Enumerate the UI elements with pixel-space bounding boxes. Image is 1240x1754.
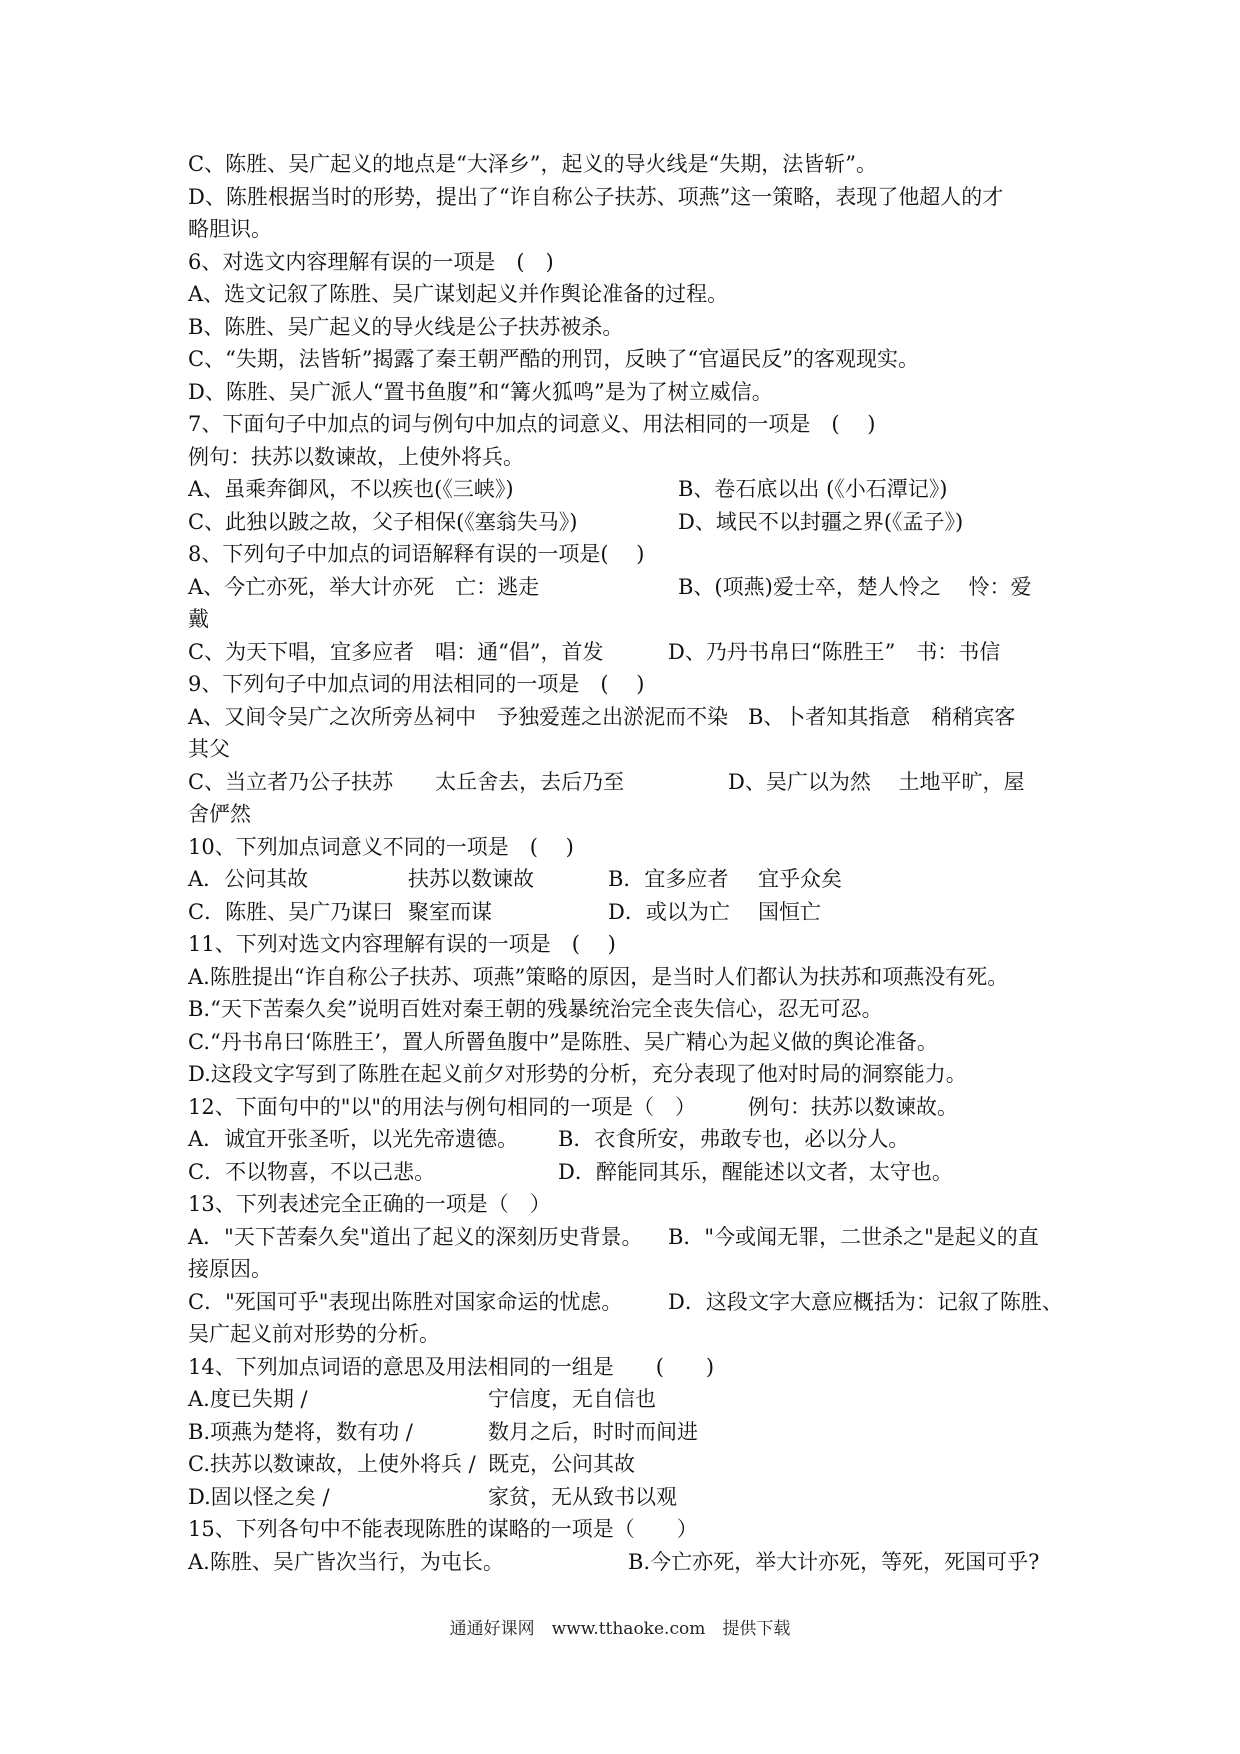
option-continuation: 舍俨然 bbox=[188, 802, 251, 826]
question-12-stem bbox=[188, 1091, 1068, 1124]
option-c: C．不以物喜，不以己悲。 bbox=[188, 1159, 436, 1184]
option-a-pair: 宁信度，无自信也 bbox=[488, 1387, 656, 1411]
option-b-pair: 数月之后，时时而间进 bbox=[488, 1419, 698, 1444]
option-row bbox=[188, 1383, 1068, 1416]
option-c: C、为天下唱，宜多应者 唱：通“倡”，首发 bbox=[188, 639, 604, 664]
option-row bbox=[188, 1221, 1068, 1254]
option-d: D.固以怪之矣 / bbox=[188, 1484, 330, 1509]
option-c: C．陈胜、吴广乃谋曰 bbox=[188, 899, 394, 924]
example-sentence: 例句：扶苏以数谏故。 bbox=[748, 1094, 958, 1119]
text-line: 略胆识。 bbox=[188, 217, 272, 241]
option-a: A、又间令吴广之次所旁丛祠中 予独爱莲之出淤泥而不染 bbox=[188, 704, 729, 729]
question-9-stem: 9、下列句子中加点词的用法相同的一项是 ( ) bbox=[188, 672, 645, 696]
option-row bbox=[188, 863, 1068, 896]
option-row bbox=[188, 506, 1068, 539]
example-sentence: 例句：扶苏以数谏故，上使外将兵。 bbox=[188, 444, 524, 469]
option-continuation: 其父 bbox=[188, 737, 230, 761]
option-b: B、(项燕)爱士卒，楚人怜之 怜：爱 bbox=[678, 574, 1032, 599]
option-d: D．这段文字大意应概括为：记叙了陈胜、 bbox=[668, 1289, 1063, 1314]
question-14-stem: 14、下列加点词语的意思及用法相同的一组是 ( ) bbox=[188, 1354, 715, 1379]
option-a: A.陈胜、吴广皆次当行，为屯长。 bbox=[188, 1549, 504, 1574]
option-line: A.陈胜提出“诈自称公子扶苏、项燕”策略的原因，是当时人们都认为扶苏和项燕没有死。 bbox=[188, 964, 1009, 989]
option-a-pair: 扶苏以数谏故 bbox=[408, 867, 534, 891]
option-a: A．诚宜开张圣听，以光先帝遗德。 bbox=[188, 1127, 519, 1151]
option-c: C．"死国可乎"表现出陈胜对国家命运的忧虑。 bbox=[188, 1289, 623, 1314]
page-footer: 通通好课网 www.tthaoke.com 提供下载 bbox=[449, 1619, 791, 1639]
option-a: A、虽乘奔御风，不以疾也(《三峡》) bbox=[188, 477, 514, 501]
option-b: B.项燕为楚将，数有功 / bbox=[188, 1419, 413, 1444]
option-a: A.度已失期 / bbox=[188, 1387, 308, 1411]
option-c-pair: 聚室而谋 bbox=[408, 899, 492, 924]
option-continuation: 吴广起义前对形势的分析。 bbox=[188, 1322, 440, 1346]
option-row bbox=[188, 1156, 1068, 1189]
option-line: C、“失期，法皆斩”揭露了秦王朝严酷的刑罚，反映了“官逼民反”的客观现实。 bbox=[188, 347, 920, 371]
question-12-text: 12、下面句中的"以"的用法与例句相同的一项是（ ） bbox=[188, 1094, 697, 1119]
option-d: D、吴广以为然 土地平旷，屋 bbox=[728, 769, 1025, 794]
question-13-stem: 13、下列表述完全正确的一项是（ ） bbox=[188, 1192, 551, 1216]
text-line: D、陈胜根据当时的形势，提出了“诈自称公子扶苏、项燕”这一策略，表现了他超人的才 bbox=[188, 184, 1004, 209]
option-row bbox=[188, 473, 1068, 506]
option-row bbox=[188, 701, 1068, 734]
option-a: A．"天下苦秦久矣"道出了起义的深刻历史背景。 bbox=[188, 1224, 643, 1249]
option-a: A．公问其故 bbox=[188, 867, 309, 891]
option-b: B、卜者知其指意 稍稍宾客 bbox=[748, 704, 1016, 729]
option-line: C.“丹书帛曰‘陈胜王’，置人所罾鱼腹中”是陈胜、吴广精心为起义做的舆论准备。 bbox=[188, 1029, 938, 1054]
option-line: A、选文记叙了陈胜、吴广谋划起义并作舆论准备的过程。 bbox=[188, 282, 729, 306]
option-b: B.今亡亦死，举大计亦死，等死，死国可乎? bbox=[628, 1549, 1040, 1574]
question-7-stem: 7、下面句子中加点的词与例句中加点的词意义、用法相同的一项是 ( ) bbox=[188, 412, 876, 436]
option-line: B.“天下苦秦久矣”说明百姓对秦王朝的残暴统治完全丧失信心，忍无可忍。 bbox=[188, 997, 883, 1021]
option-c: C、此独以跛之故，父子相保(《塞翁失马》) bbox=[188, 509, 578, 534]
option-c: C、当立者乃公子扶苏 太丘舍去，去后乃至 bbox=[188, 769, 625, 794]
option-d-pair: 国恒亡 bbox=[758, 899, 821, 924]
option-b: B．"今或闻无罪，二世杀之"是起义的直 bbox=[668, 1224, 1039, 1249]
option-line: D、陈胜、吴广派人“置书鱼腹”和“篝火狐鸣”是为了树立威信。 bbox=[188, 379, 773, 404]
question-11-stem: 11、下列对选文内容理解有误的一项是 ( ) bbox=[188, 932, 616, 956]
question-6-stem: 6、对选文内容理解有误的一项是 ( ) bbox=[188, 249, 554, 274]
option-row bbox=[188, 1123, 1068, 1156]
option-row bbox=[188, 1448, 1068, 1481]
option-d-pair: 家贫，无从致书以观 bbox=[488, 1484, 677, 1509]
option-c: C.扶苏以数谏故，上使外将兵 / bbox=[188, 1452, 476, 1476]
option-b: B．衣食所安，弗敢专也，必以分人。 bbox=[558, 1127, 910, 1151]
option-b: B．宜多应者 bbox=[608, 867, 729, 891]
option-d: D、乃丹书帛曰“陈胜王” 书：书信 bbox=[668, 639, 1001, 664]
option-line: D.这段文字写到了陈胜在起义前夕对形势的分析，充分表现了他对时局的洞察能力。 bbox=[188, 1062, 967, 1086]
option-d: D．或以为亡 bbox=[608, 899, 730, 924]
text-line: C、陈胜、吴广起义的地点是“大泽乡”，起义的导火线是“失期，法皆斩”。 bbox=[188, 152, 878, 176]
option-b: B、卷石底以出 (《小石潭记》) bbox=[678, 477, 948, 501]
question-10-stem: 10、下列加点词意义不同的一项是 ( ) bbox=[188, 834, 574, 859]
option-row bbox=[188, 896, 1068, 929]
option-line: B、陈胜、吴广起义的导火线是公子扶苏被杀。 bbox=[188, 314, 624, 339]
option-row bbox=[188, 571, 1068, 604]
option-continuation: 接原因。 bbox=[188, 1257, 272, 1281]
option-row bbox=[188, 1546, 1068, 1579]
question-15-stem: 15、下列各句中不能表现陈胜的谋略的一项是（ ） bbox=[188, 1517, 698, 1541]
document-body bbox=[188, 148, 1068, 1578]
option-row bbox=[188, 1286, 1068, 1319]
option-a: A、今亡亦死，举大计亦死 亡：逃走 bbox=[188, 574, 540, 599]
option-row bbox=[188, 766, 1068, 799]
option-b-pair: 宜乎众矣 bbox=[758, 867, 842, 891]
option-row bbox=[188, 1481, 1068, 1514]
option-continuation: 戴 bbox=[188, 607, 209, 631]
option-d: D、域民不以封疆之界(《孟子》) bbox=[678, 509, 964, 534]
option-row bbox=[188, 1416, 1068, 1449]
option-row bbox=[188, 636, 1068, 669]
question-8-stem: 8、下列句子中加点的词语解释有误的一项是( ) bbox=[188, 542, 645, 566]
option-c-pair: 既克，公问其故 bbox=[488, 1452, 635, 1476]
option-d: D．醉能同其乐，醒能述以文者，太守也。 bbox=[558, 1159, 953, 1184]
